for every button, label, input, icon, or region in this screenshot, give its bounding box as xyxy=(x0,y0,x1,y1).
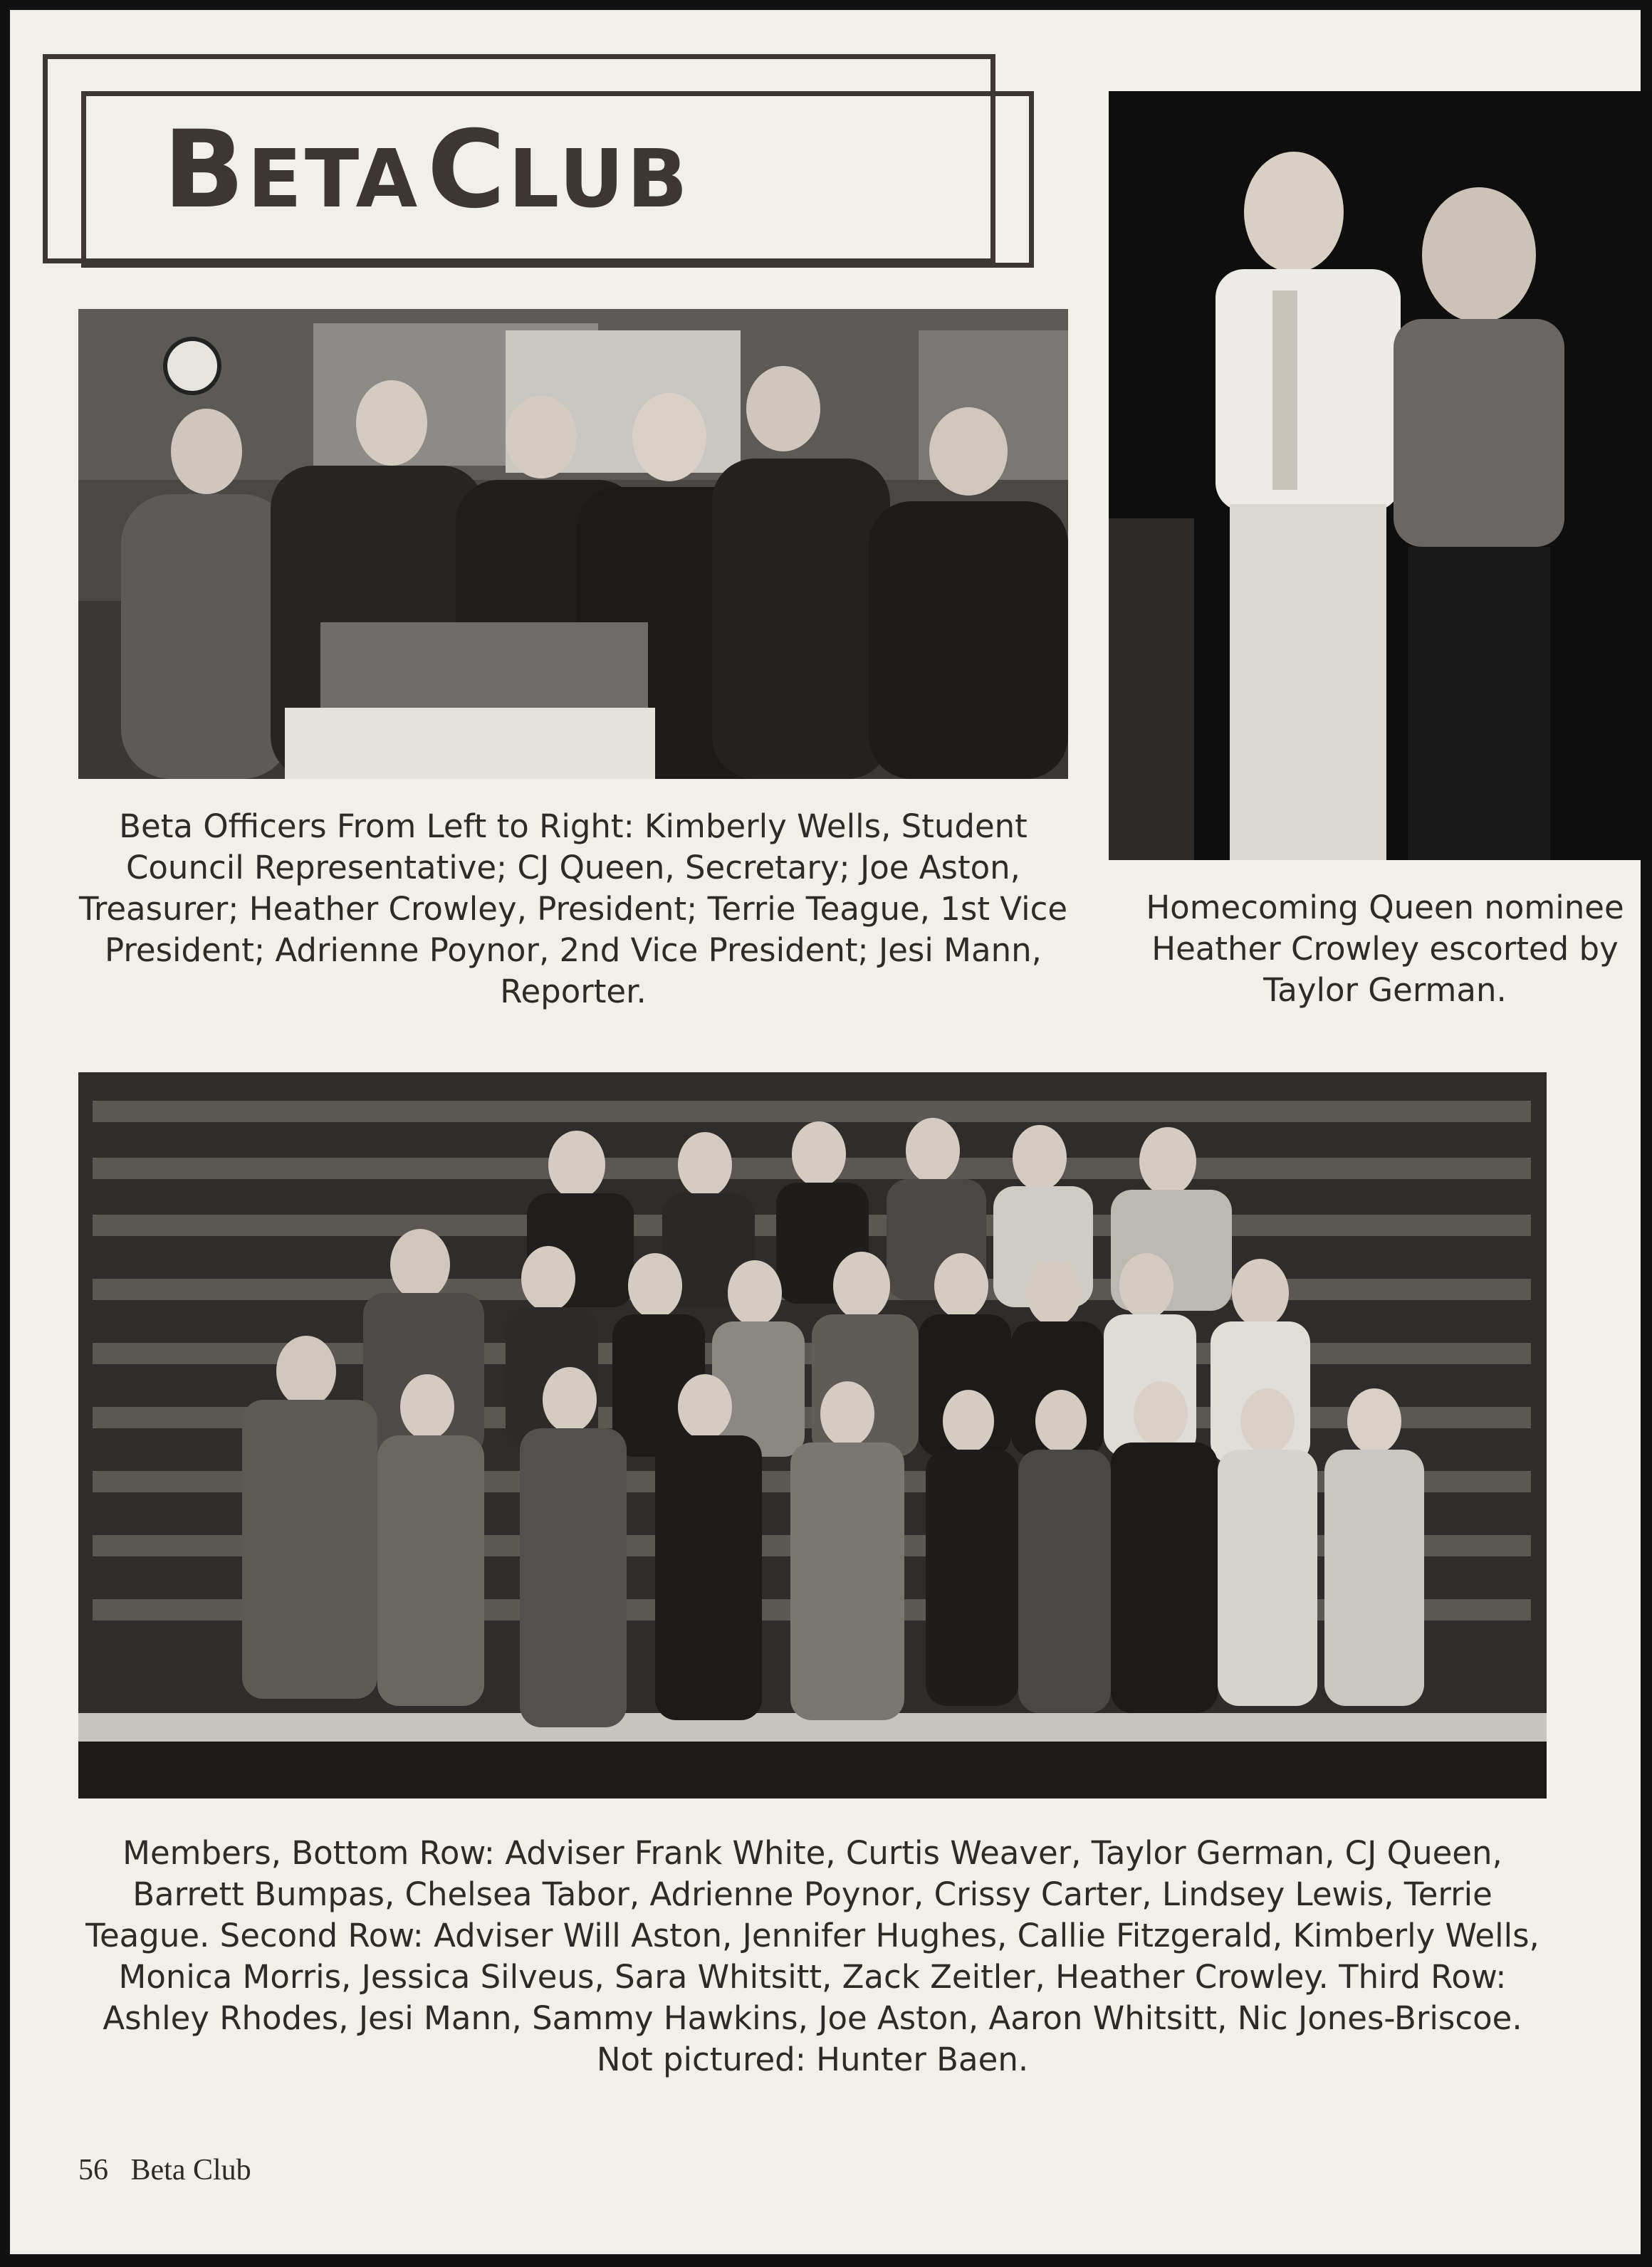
title-letters-lub: LUB xyxy=(508,133,691,226)
page-title xyxy=(163,110,691,231)
title-letter-c: C xyxy=(427,108,508,232)
members-caption: Members, Bottom Row: Adviser Frank White, Curtis Weaver, Taylor German, CJ Queen, Barrett Bumpas, Chelsea Tabor, Adrienne Poynor, Crissy Carter, Lindsey Lewis, Terrie Teague. Second Row: Adviser Will Aston, Jennifer Hughes, Callie Fitzgerald, Kimberly Wells, Monica Morris, Jessica Silveus, Sara Whitsitt, Zack Zeitler, Heather Crowley. Third Row: Ashley Rhodes, Jesi Mann, Sammy Hawkins, Joe Aston, Aaron Whitsitt, Nic Jones-Briscoe. Not pictured: Hunter Baen. xyxy=(85,1834,1539,2078)
officers-caption: Beta Officers From Left to Right: Kimberly Wells, Student Council Representative; CJ Queen, Secretary; Joe Aston, Treasurer; Heather Crowley, President; Terrie Teague, 1st Vice President; Adrienne Poynor, 2nd Vice President; Jesi Mann, Reporter. xyxy=(78,807,1068,1010)
title-letters-eta: ETA xyxy=(247,133,421,226)
page-folio: 56 Beta Club xyxy=(78,2154,251,2187)
homecoming-photo xyxy=(1109,91,1652,860)
officers-photo xyxy=(78,309,1068,779)
yearbook-page xyxy=(10,10,1641,2254)
title-letter-b: B xyxy=(163,108,248,232)
homecoming-caption: Homecoming Queen nominee Heather Crowley escorted by Taylor German. xyxy=(1146,889,1624,1009)
members-photo xyxy=(78,1072,1547,1799)
